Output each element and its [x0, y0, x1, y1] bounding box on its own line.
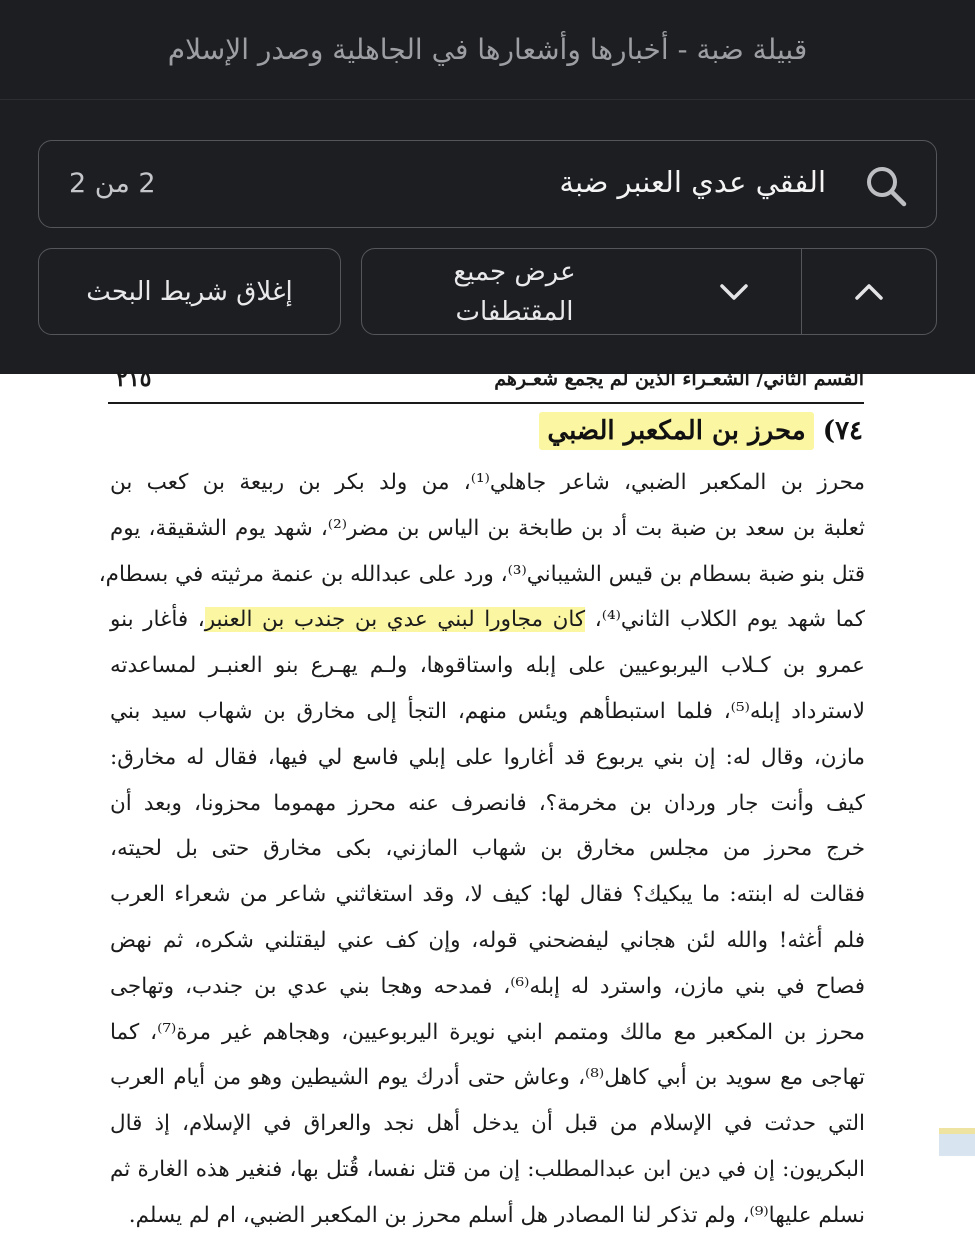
text-line: محرز بن المكعبر الضبي، شاعر جاهلي⁽¹⁾، من ولد بكر بن ربيعة بن كعب بن	[110, 470, 865, 495]
line-start: كما شهد يوم الكلاب الثاني⁽⁴⁾،	[594, 607, 865, 633]
text-line: مازن، وقال له: إن بني يربوع قد أغاروا على إبلي فاسع لي فيها، فقال له مخارق:	[110, 744, 865, 770]
search-input[interactable]	[38, 140, 937, 228]
previous-result-button[interactable]	[801, 248, 937, 335]
next-result-button[interactable]	[667, 248, 802, 335]
search-query-text[interactable]: الفقي عدي العنبر ضبة	[559, 165, 826, 199]
text-line: تهاجى مع سويد بن أبي كاهل⁽⁸⁾، وعاش حتى أدرك يوم الشيطين وهو من أيام العرب	[110, 1065, 866, 1091]
book-title: قبيلة ضبة - أخبارها وأشعارها في الجاهلية وصدر الإسلام	[167, 32, 808, 66]
line-end: ، فأغار بنو	[110, 607, 205, 633]
body-text	[98, 460, 866, 1239]
search-highlight: كان مجاورا لبني عدي بن جندب بن العنبر	[204, 607, 586, 633]
chevron-up-icon	[852, 281, 886, 303]
text-line: التي حدثت في الإسلام من قبل أن يدخل أهل نجد والعراق في الإسلام، إذ قال	[110, 1111, 865, 1137]
chevron-down-icon	[717, 281, 751, 303]
entry-heading	[539, 416, 863, 446]
text-line: محرز بن المكعبر مع مالك ومتمم ابني نويرة اليربوعيين، وهجاهم غير مرة⁽⁷⁾، كما	[110, 1019, 865, 1045]
text-line: فلم أغثه! والله لئن هجاني ليفضحني قوله، وإن كف عني ليقتلني شكره، ثم نهض	[110, 927, 865, 953]
book-page	[0, 366, 975, 1228]
text-line: خرج محرز من مجلس مخارق بن شهاب المازني، بكى مخارق حتى بل لحيته،	[110, 836, 865, 862]
close-search-button[interactable]	[38, 248, 341, 335]
show-all-snippets-label: عرض جميع المقتطفات	[453, 256, 576, 327]
entry-number: ٧٤)	[822, 416, 863, 446]
entry-title-highlight: محرز بن المكعبر الضبي	[539, 412, 813, 450]
text-line: عمرو بن كـلاب اليربوعيين على إبله واستاقوها، ولـم يهـرع بنو العنبـر لمساعدته	[110, 653, 865, 679]
match-count: 2 من 2	[69, 168, 156, 199]
text-line: لاسترداد إبله⁽⁵⁾، فلما استبطأهم ويئس منهم، التجأ إلى مخارق بن شهاب سيد بني	[110, 698, 866, 724]
text-line: نسلم عليها⁽⁹⁾، ولم تذكر لنا المصادر هل أسلم محرز بن المكعبر الضبي، ام لم يسلم.	[128, 1202, 865, 1228]
running-header-text: القسم الثاني/ الشعـراء الذين لم يجمع شعـرهم	[494, 368, 864, 390]
text-line: ثعلبة بن سعد بن ضبة بت أد بن طابخة بن الياس بن مضر⁽²⁾، شهد يوم الشقيقة، يوم	[110, 515, 865, 541]
text-line: فقالت له ابنته: ما يبكيك؟ فقال لها: كيف لا، وقد استغاثني شاعر من شعراء العرب	[110, 882, 865, 908]
text-line: قتل بنو ضبة بسطام بن قيس الشيباني⁽³⁾، ورد على عبدالله بن عنمة مرثيته في بسطام،	[98, 561, 865, 587]
title-bar	[0, 0, 975, 100]
text-line: كيف وأنت جار وردان بن مخرمة؟، فانصرف عنه محرز مهموما محزونا، وبعد أن	[110, 790, 865, 816]
show-all-snippets-button[interactable]	[361, 248, 668, 335]
search-icon	[864, 164, 908, 208]
text-line-with-highlight	[110, 597, 865, 643]
close-search-label: إغلاق شريط البحث	[86, 276, 293, 307]
page-number: ٢١٥	[116, 366, 152, 392]
running-header	[108, 366, 864, 404]
text-line: البكريون: إن في دين ابن عبدالمطلب: إن من قتل نفسا، قُتل بها، فنغير هذه الغارة ثم	[110, 1156, 865, 1182]
scroll-position-marker[interactable]	[939, 1128, 975, 1156]
search-panel	[0, 100, 975, 374]
text-line: فصاح في بني مازن، واسترد له إبله⁽⁶⁾، فمدحه وهجا بني عدي بن جندب، وتهاجى	[110, 973, 865, 999]
